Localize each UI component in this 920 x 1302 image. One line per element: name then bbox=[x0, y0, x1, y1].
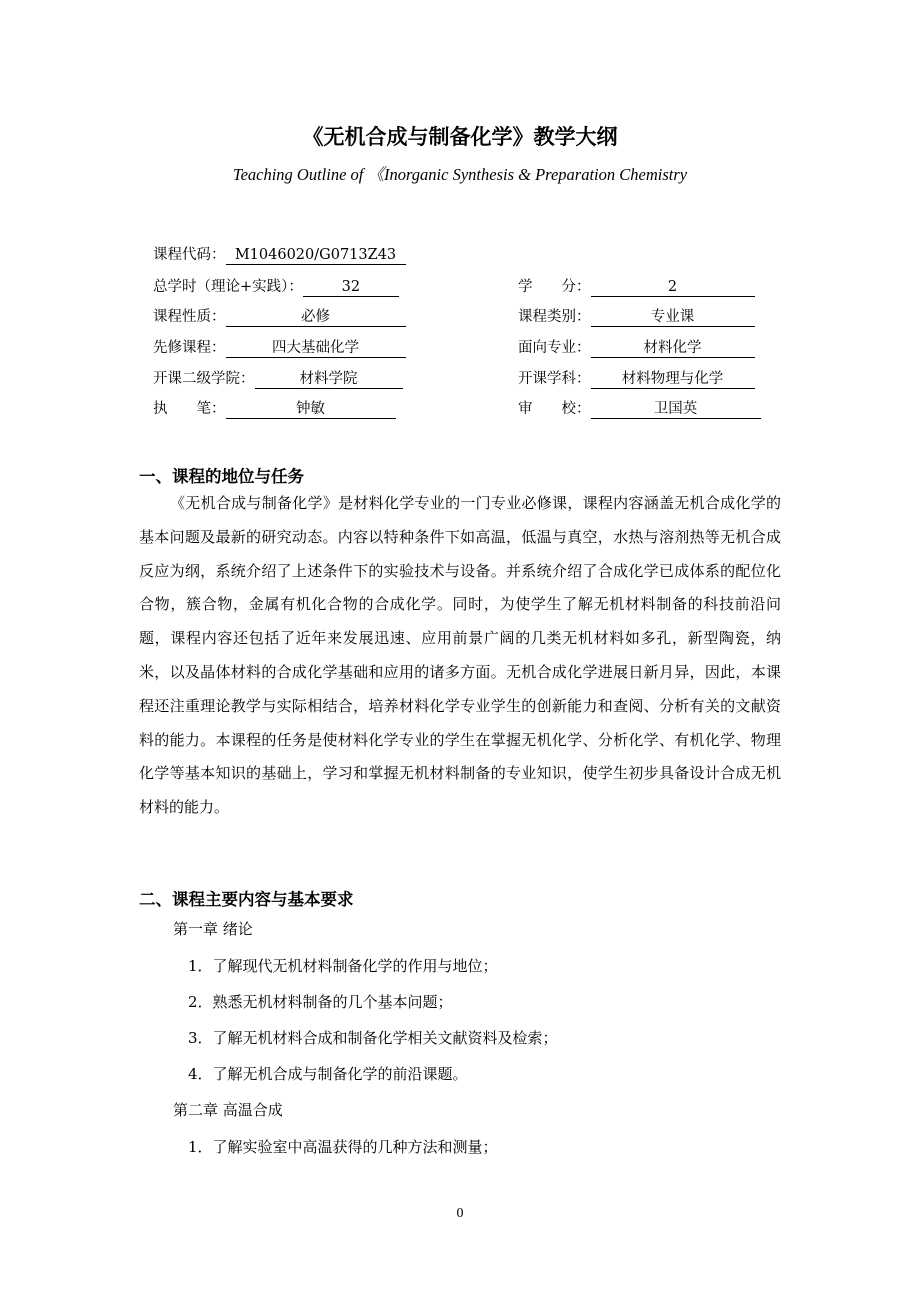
course-nature-value: 必修 bbox=[226, 308, 406, 327]
reviewer-value: 卫国英 bbox=[591, 400, 761, 419]
total-hours-label: 总学时（理论+实践）： bbox=[153, 279, 303, 295]
course-nature-row bbox=[153, 305, 406, 327]
page-number: 0 bbox=[456, 1206, 464, 1221]
course-category-value: 专业课 bbox=[591, 308, 755, 327]
credit-row bbox=[518, 275, 755, 297]
college-row bbox=[153, 367, 403, 389]
page-subtitle: Teaching Outline of 《Inorganic Synthesis & Preparation Chemistry bbox=[232, 165, 688, 184]
list-item: 1．了解现代无机材料制备化学的作用与地位； bbox=[188, 957, 498, 975]
author-value: 钟敏 bbox=[226, 400, 396, 419]
course-code-row bbox=[153, 243, 406, 265]
course-code-label: 课程代码： bbox=[153, 247, 226, 263]
course-code-value: M1046020/G0713Z43 bbox=[226, 246, 406, 265]
course-nature-label: 课程性质： bbox=[153, 309, 226, 325]
author-label: 执 笔： bbox=[153, 401, 226, 417]
author-row bbox=[153, 397, 396, 419]
college-label: 开课二级学院： bbox=[153, 371, 255, 387]
page-title: 《无机合成与制备化学》教学大纲 bbox=[302, 124, 618, 149]
course-category-label: 课程类别： bbox=[518, 309, 591, 325]
reviewer-label: 审 校： bbox=[518, 401, 591, 417]
prerequisite-row bbox=[153, 336, 406, 358]
list-item: 3．了解无机材料合成和制备化学相关文献资料及检索； bbox=[188, 1029, 558, 1047]
chapter-title: 第二章 高温合成 bbox=[173, 1101, 283, 1119]
section-heading: 一、课程的地位与任务 bbox=[139, 467, 304, 486]
total-hours-value: 32 bbox=[303, 278, 399, 297]
prerequisite-value: 四大基础化学 bbox=[226, 339, 406, 358]
discipline-value: 材料物理与化学 bbox=[591, 370, 755, 389]
discipline-label: 开课学科： bbox=[518, 371, 591, 387]
course-category-row bbox=[518, 305, 755, 327]
section-paragraph: 《无机合成与制备化学》是材料化学专业的一门专业必修课，课程内容涵盖无机合成化学的基本问题及最新的研究动态。内容以特种条件下如高温，低温与真空，水热与溶剂热等无机合成反应为纲，系统介绍了上述条件下的实验技术与设备。并系统介绍了合成化学已成体系的配位化合物，簇合物，金属有机化合物的合成化学。同时，为使学生了解无机材料制备的科技前沿问题，课程内容还包括了近年来发展迅速、应用前景广阔的几类无机材料如多孔，新型陶瓷，纳米，以及晶体材料的合成化学基础和应用的诸多方面。无机合成化学进展日新月异，因此，本课程还注重理论教学与实际相结合，培养材料化学专业学生的创新能力和查阅、分析有关的文献资料的能力。本课程的任务是使材料化学专业的学生在掌握无机化学、分析化学、有机化学、物理化学等基本知识的基础上，学习和掌握无机材料制备的专业知识，使学生初步具备设计合成无机材料的能力。 bbox=[139, 494, 781, 817]
reviewer-row bbox=[518, 397, 761, 419]
target-major-value: 材料化学 bbox=[591, 339, 755, 358]
chapter-title: 第一章 绪论 bbox=[173, 920, 253, 938]
prerequisite-label: 先修课程： bbox=[153, 340, 226, 356]
list-item: 2．熟悉无机材料制备的几个基本问题； bbox=[188, 993, 453, 1011]
college-value: 材料学院 bbox=[255, 370, 403, 389]
target-major-label: 面向专业： bbox=[518, 340, 591, 356]
section-heading: 二、课程主要内容与基本要求 bbox=[139, 890, 354, 909]
list-item: 1．了解实验室中高温获得的几种方法和测量； bbox=[188, 1138, 498, 1156]
target-major-row bbox=[518, 336, 755, 358]
credit-value: 2 bbox=[591, 278, 755, 297]
discipline-row bbox=[518, 367, 755, 389]
credit-label: 学 分： bbox=[518, 279, 591, 295]
list-item: 4．了解无机合成与制备化学的前沿课题。 bbox=[188, 1065, 468, 1083]
total-hours-row bbox=[153, 275, 399, 297]
